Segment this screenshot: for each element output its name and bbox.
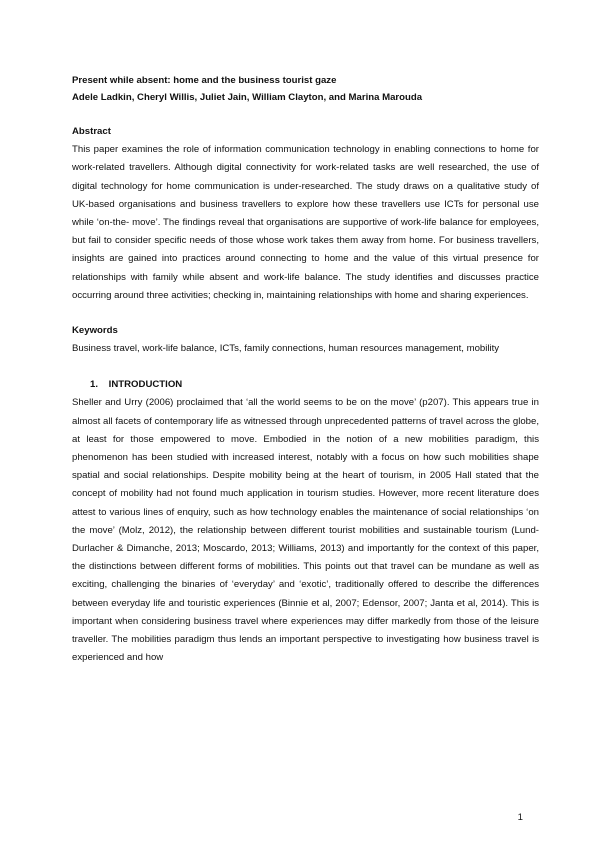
abstract-text: This paper examines the role of information communication technology in enabling connections to home for work-related travellers. Although digital connectivity for work-related tasks are well researched, the use of digital technology for home communication is under-researched. The study draws on a qualitative study of UK-based organisations and business travellers to explore how these travellers use ICTs for personal use while ‘on-the- move’. The findings reveal that organisations are supportive of work-life balance for employees, but fail to consider specific needs of those whose work takes them away from home. For business travellers, insights are gained into practices around connecting to home and the value of this virtual presence for relationships with family while absent and work-life balance. The study identifies and discusses practice occurring around three activities; checking in, maintaining relationships with home and sharing experiences. bbox=[72, 144, 539, 301]
spacer bbox=[72, 358, 539, 376]
section-number: 1. bbox=[90, 379, 99, 391]
abstract-heading: Abstract bbox=[72, 126, 111, 137]
introduction-heading bbox=[72, 376, 539, 394]
paper-title: Present while absent: home and the business tourist gaze bbox=[72, 75, 337, 86]
paper-authors: Adele Ladkin, Cheryl Willis, Juliet Jain, William Clayton, and Marina Marouda bbox=[72, 92, 423, 103]
section-title: INTRODUCTION bbox=[108, 379, 183, 391]
spacer bbox=[72, 106, 539, 123]
spacer bbox=[72, 305, 539, 322]
keywords-heading: Keywords bbox=[72, 325, 118, 337]
keywords-text: Business travel, work-life balance, ICTs, family connections, human resources management, mobility bbox=[72, 343, 500, 355]
introduction-text: Sheller and Urry (2006) proclaimed that ‘all the world seems to be on the move’ (p207). This appears true in almost all facets of contemporary life as witnessed through unprecedented patterns of travel across the globe, at least for those empowered to move. Embodied in the notion of a new mobilities paradigm, this phenomenon has been studied with increased interest, notably with a focus on how such mobilities shape spatial and social relationships. Despite mobility being at the heart of tourism, in 2005 Hall stated that the concept of mobility had not found much application in tourism studies. However, more recent literature does attest to various lines of enquiry, such as how technology enables the maintenance of social relationships ‘on the move’ (Molz, 2012), the relationship between different tourist mobilities and sustainable tourism (Lund-Durlacher & Dimanche, 2013; Moscardo, 2013; Williams, 2013) and importantly for the context of this paper, the distinctions between different forms of mobilities. This points out that travel can be mundane as well as exciting, challenging the binaries of ‘everyday’ and ‘exotic’, traditionally offered to describe the differences between everyday life and touristic experiences (Binnie et al, 2007; Edensor, 2007; Janta et al, 2014). This is important when considering business travel where experiences may differ markedly from those of the leisure traveller. The mobilities paradigm thus lends an important perspective to investigating how business travel is experienced and how bbox=[72, 397, 539, 664]
page-number: 1 bbox=[517, 812, 523, 823]
page-content bbox=[72, 72, 539, 667]
